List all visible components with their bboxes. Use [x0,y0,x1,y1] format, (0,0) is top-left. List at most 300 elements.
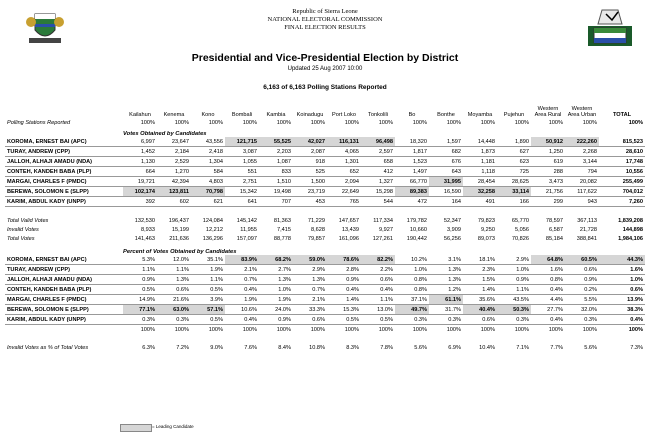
row-label: Total Valid Votes [7,217,49,224]
cell-value: 7.1% [516,344,529,351]
cell-value: 117,334 [373,217,393,224]
cell-value: 100% [514,119,529,126]
candidate-votes-row [5,157,645,167]
cell-value: 641 [225,197,259,207]
cell-value: 2,529 [157,157,191,167]
column-header: Bonthe [437,112,455,118]
cell-value: 18.1% [463,255,497,265]
cell-value: 5.6% [414,344,427,351]
cell-value: 1,301 [327,157,361,167]
cell-value: 1,510 [259,177,293,187]
cell-value: 100% [276,326,291,333]
cell-value: 100% [242,326,257,333]
cell-value: 81,363 [273,217,291,224]
cell-value: 35.6% [463,295,497,305]
candidate-pct-row [5,305,645,315]
cell-value: 100% [628,326,643,333]
cell-value: 10.6% [225,305,259,315]
row-label: JALLOH, ALHAJI AMADU (NDA) [5,157,123,167]
row-label: TURAY, ANDREW (CPP) [5,147,123,157]
cell-value: 28,625 [497,177,531,187]
cell-value: 85,184 [545,235,563,242]
cell-value: 7.6% [244,344,257,351]
row-label: KOROMA, ERNEST BAI (APC) [5,255,123,265]
cell-value: 525 [293,167,327,177]
row-label: KARIM, ABDUL KADY (UNPP) [5,315,123,325]
cell-value: 100% [276,119,291,126]
candidate-pct-row [5,265,645,275]
cell-value: 157,097 [236,235,257,242]
republic-label: Republic of Sierra Leone [292,8,358,15]
cell-value: 100% [582,119,597,126]
cell-value: 33,114 [497,187,531,197]
cell-value: 100% [344,119,359,126]
totals-row [5,216,645,225]
cell-value: 1.2% [429,285,463,295]
cell-value: 8,933 [141,226,155,233]
cell-value: 5,056 [515,226,529,233]
cell-value: 2,087 [293,147,327,157]
column-header: Bo [408,112,416,118]
column-header: Kambia [266,112,286,118]
cell-value: 392 [123,197,157,207]
cell-value: 453 [293,197,327,207]
cell-value: 0.3% [565,315,599,325]
cell-value: 7,260 [599,197,645,207]
coat-of-arms-icon [25,6,65,46]
cell-value: 2.2% [361,265,395,275]
cell-value: 190,442 [406,235,427,242]
cell-value: 10.4% [479,344,495,351]
cell-value: 22,649 [327,187,361,197]
cell-value: 100% [548,119,563,126]
row-label: MARGAI, CHARLES F (PMDC) [5,177,123,187]
column-header: Port Loko [332,112,356,118]
pct-total-row [5,325,645,335]
cell-value: 102,174 [123,187,157,197]
cell-value: 0.5% [191,285,225,295]
column-header: Bombali [231,112,253,118]
row-label: MARGAI, CHARLES F (PMDC) [5,295,123,305]
cell-value: 164 [429,197,463,207]
cell-value: 658 [361,157,395,167]
cell-value: 100% [174,119,189,126]
cell-value: 124,084 [202,217,223,224]
cell-value: 21,756 [531,187,565,197]
cell-value: 132,530 [134,217,155,224]
cell-value: 13.0% [361,305,395,315]
cell-value: 70,798 [191,187,225,197]
cell-value: 32,258 [463,187,497,197]
cell-value: 79,823 [477,217,495,224]
column-header: Koinadugu [296,112,324,118]
cell-value: 12,212 [205,226,223,233]
column-header: Kenema [163,112,185,118]
cell-value: 100% [514,326,529,333]
row-label [5,325,123,335]
cell-value: 1,873 [463,147,497,157]
cell-value: 643 [429,167,463,177]
totals-row [5,234,645,243]
results-table [5,96,645,352]
cell-value: 77.1% [123,305,157,315]
column-header: Western Area Rural [534,106,562,118]
cell-value: 15,298 [361,187,395,197]
cell-value: 100% [446,119,461,126]
cell-value: 0.8% [395,275,429,285]
cell-value: 9,250 [481,226,495,233]
cell-value: 100% [242,119,257,126]
cell-value: 627 [497,147,531,157]
cell-value: 9,927 [379,226,393,233]
candidate-votes-row [5,147,645,157]
row-label: CONTEH, KANDEH BABA (PLP) [5,167,123,177]
cell-value: 1,839,208 [618,217,643,224]
cell-value: 1,327 [361,177,395,187]
row-label: BEREWA, SOLOMON E (SLPP) [5,187,123,197]
cell-value: 833 [259,167,293,177]
cell-value: 8.3% [346,344,359,351]
cell-value: 31,995 [429,177,463,187]
column-header: Western Area Urban [567,106,597,118]
cell-value: 2.9% [497,255,531,265]
cell-value: 117,622 [565,187,599,197]
cell-value: 21,728 [579,226,597,233]
cell-value: 5.3% [123,255,157,265]
column-header: Tonkolili [368,112,388,118]
cell-value: 0.7% [225,275,259,285]
cell-value: 2.8% [327,265,361,275]
column-header: Pujehun [503,112,525,118]
cell-value: 100% [628,119,643,126]
row-label: Total Votes [7,235,35,242]
cell-value: 707 [259,197,293,207]
cell-value: 70,826 [511,235,529,242]
cell-value: 2,184 [157,147,191,157]
cell-value: 1,304 [191,157,225,167]
cell-value: 1.1% [497,285,531,295]
candidate-pct-row [5,255,645,265]
cell-value: 1.3% [157,275,191,285]
candidate-pct-row [5,315,645,325]
cell-value: 19,498 [259,187,293,197]
cell-value: 23,719 [293,187,327,197]
cell-value: 0.5% [327,315,361,325]
cell-value: 38.3% [599,305,645,315]
cell-value: 100% [208,119,223,126]
cell-value: 211,636 [169,235,189,242]
cell-value: 0.4% [531,285,565,295]
row-label: TURAY, ANDREW (CPP) [5,265,123,275]
cell-value: 100% [446,326,461,333]
cell-value: 37.1% [395,295,429,305]
cell-value: 49.7% [395,305,429,315]
cell-value: 0.5% [361,315,395,325]
cell-value: 1.0% [259,285,293,295]
cell-value: 100% [378,326,393,333]
legend-label: = Leading Candidate [152,424,194,429]
cell-value: 15.3% [327,305,361,315]
cell-value: 544 [361,197,395,207]
cell-value: 52,347 [443,217,461,224]
cell-value: 8.4% [278,344,291,351]
cell-value: 60.5% [565,255,599,265]
cell-value: 8,628 [311,226,325,233]
invalid-pct-row [5,343,645,352]
cell-value: 652 [327,167,361,177]
cell-value: 43,556 [191,137,225,147]
candidate-votes-row [5,187,645,197]
cell-value: 3,473 [531,177,565,187]
cell-value: 0.6% [463,315,497,325]
cell-value: 55,525 [259,137,293,147]
cell-value: 28,610 [599,147,645,157]
nec-logo-icon [588,6,632,46]
cell-value: 619 [531,157,565,167]
cell-value: 116,131 [327,137,361,147]
cell-value: 166 [497,197,531,207]
cell-value: 491 [463,197,497,207]
cell-value: 2.7% [259,265,293,275]
row-label: Polling Stations Reported [7,119,71,126]
cell-value: 1.1% [361,295,395,305]
cell-value: 0.8% [395,285,429,295]
cell-value: 367,113 [577,217,597,224]
cell-value: 68.2% [259,255,293,265]
column-header: Moyamba [467,112,493,118]
cell-value: 0.6% [157,285,191,295]
row-label: Invalid Votes as % of Total Votes [7,344,89,351]
cell-value: 794 [565,167,599,177]
cell-value: 943 [565,197,599,207]
cell-value: 23,647 [157,137,191,147]
cell-value: 621 [191,197,225,207]
section-heading: Votes Obtained by Candidates [123,131,207,137]
cell-value: 704,012 [599,187,645,197]
cell-value: 0.2% [565,285,599,295]
cell-value: 127,261 [372,235,393,242]
cell-value: 7,415 [277,226,291,233]
cell-value: 1,087 [259,157,293,167]
row-label: CONTEH, KANDEH BABA (PLP) [5,285,123,295]
commission-label: NATIONAL ELECTORAL COMMISSION [267,16,383,23]
cell-value: 100% [548,326,563,333]
cell-value: 100% [208,326,223,333]
cell-value: 24.0% [259,305,293,315]
cell-value: 11,955 [240,226,257,233]
cell-value: 1.6% [599,265,645,275]
cell-value: 147,657 [338,217,359,224]
cell-value: 623 [497,157,531,167]
cell-value: 1,597 [429,137,463,147]
cell-value: 100% [412,326,427,333]
cell-value: 1,452 [123,147,157,157]
cell-value: 13.9% [599,295,645,305]
cell-value: 1,270 [157,167,191,177]
cell-value: 1.4% [327,295,361,305]
cell-value: 2,094 [327,177,361,187]
cell-value: 2,203 [259,147,293,157]
updated-timestamp: Updated 25 Aug 2007 10:00 [287,66,363,72]
cell-value: 145,142 [236,217,257,224]
candidate-votes-row [5,137,645,147]
cell-value: 2.3% [463,265,497,275]
cell-value: 59.0% [293,255,327,265]
cell-value: 1,817 [395,147,429,157]
cell-value: 765 [327,197,361,207]
cell-value: 27.7% [531,305,565,315]
cell-value: 0.4% [225,285,259,295]
cell-value: 412 [361,167,395,177]
cell-value: 65,770 [511,217,529,224]
cell-value: 5.6% [584,344,597,351]
cell-value: 288 [531,167,565,177]
cell-value: 1.0% [497,265,531,275]
cell-value: 31.7% [429,305,463,315]
cell-value: 63.0% [157,305,191,315]
cell-value: 1,500 [293,177,327,187]
cell-value: 0.6% [599,285,645,295]
cell-value: 388,841 [576,235,597,242]
section-heading: Percent of Votes Obtained by Candidates [123,249,237,255]
cell-value: 2,418 [191,147,225,157]
cell-value: 3.1% [429,255,463,265]
cell-value: 2,751 [225,177,259,187]
section-spacer [5,243,645,255]
cell-value: 44.3% [599,255,645,265]
cell-value: 17,748 [599,157,645,167]
cell-value: 0.6% [361,275,395,285]
cell-value: 0.3% [395,315,429,325]
cell-value: 161,096 [338,235,359,242]
section-spacer [5,127,645,137]
cell-value: 299 [531,197,565,207]
cell-value: 100% [378,119,393,126]
cell-value: 100% [412,119,427,126]
column-header: Kailahun [129,112,151,118]
cell-value: 21.6% [157,295,191,305]
cell-value: 3.9% [191,295,225,305]
cell-value: 123,811 [157,187,191,197]
results-label: FINAL ELECTION RESULTS [284,24,366,31]
row-label: KARIM, ABDUL KADY (UNPP) [5,197,123,207]
cell-value: 10,660 [409,226,427,233]
candidate-votes-row [5,167,645,177]
candidate-pct-row [5,295,645,305]
stations-reported-summary: 6,163 of 6,163 Polling Stations Reported [263,84,387,91]
cell-value: 0.4% [225,315,259,325]
candidate-votes-row [5,197,645,207]
cell-value: 57.1% [191,305,225,315]
cell-value: 0.9% [259,315,293,325]
cell-value: 682 [429,147,463,157]
cell-value: 100% [582,326,597,333]
cell-value: 71,229 [307,217,325,224]
cell-value: 13,439 [341,226,359,233]
row-label: BEREWA, SOLOMON E (SLPP) [5,305,123,315]
cell-value: 78.6% [327,255,361,265]
cell-value: 4,803 [191,177,225,187]
column-header: TOTAL [612,112,632,118]
cell-value: 222,260 [565,137,599,147]
cell-value: 79,857 [307,235,325,242]
cell-value: 6,587 [549,226,563,233]
cell-value: 10.2% [395,255,429,265]
cell-value: 89,073 [477,235,495,242]
cell-value: 0.4% [327,285,361,295]
cell-value: 83.9% [225,255,259,265]
cell-value: 64.8% [531,255,565,265]
cell-value: 10.8% [309,344,325,351]
cell-value: 1.0% [395,265,429,275]
section-spacer [5,334,645,343]
cell-value: 1.1% [123,265,157,275]
cell-value: 0.9% [327,275,361,285]
cell-value: 28,454 [463,177,497,187]
cell-value: 14.9% [123,295,157,305]
cell-value: 0.3% [497,315,531,325]
cell-value: 0.7% [293,285,327,295]
cell-value: 20,082 [565,177,599,187]
row-label: Invalid Votes [7,226,39,233]
cell-value: 42,394 [157,177,191,187]
cell-value: 0.9% [123,275,157,285]
cell-value: 3,087 [225,147,259,157]
cell-value: 89,383 [395,187,429,197]
cell-value: 3,909 [447,226,461,233]
cell-value: 0.6% [293,315,327,325]
candidate-pct-row [5,285,645,295]
cell-value: 32.0% [565,305,599,315]
cell-value: 100% [480,326,495,333]
cell-value: 6,997 [123,137,157,147]
cell-value: 6.9% [448,344,461,351]
cell-value: 664 [123,167,157,177]
cell-value: 255,499 [599,177,645,187]
cell-value: 42,027 [293,137,327,147]
cell-value: 66,770 [395,177,429,187]
page-title: Presidential and Vice-Presidential Election by District [191,52,459,64]
cell-value: 121,715 [225,137,259,147]
cell-value: 1.3% [429,265,463,275]
cell-value: 1.3% [259,275,293,285]
cell-value: 19,721 [123,177,157,187]
cell-value: 50.3% [497,305,531,315]
cell-value: 33.3% [293,305,327,315]
cell-value: 10,556 [599,167,645,177]
candidate-pct-row [5,275,645,285]
cell-value: 1.3% [429,275,463,285]
cell-value: 0.3% [429,315,463,325]
cell-value: 18,320 [395,137,429,147]
cell-value: 4,065 [327,147,361,157]
cell-value: 1,250 [531,147,565,157]
cell-value: 0.4% [361,285,395,295]
cell-value: 2.1% [225,265,259,275]
cell-value: 40.4% [463,305,497,315]
cell-value: 0.6% [565,265,599,275]
legend-swatch [120,424,152,432]
cell-value: 50,912 [531,137,565,147]
cell-value: 1,497 [395,167,429,177]
cell-value: 7.7% [550,344,563,351]
cell-value: 1,118 [463,167,497,177]
cell-value: 7.2% [176,344,189,351]
cell-value: 725 [497,167,531,177]
cell-value: 141,463 [134,235,155,242]
cell-value: 1.9% [225,295,259,305]
cell-value: 1.6% [531,265,565,275]
